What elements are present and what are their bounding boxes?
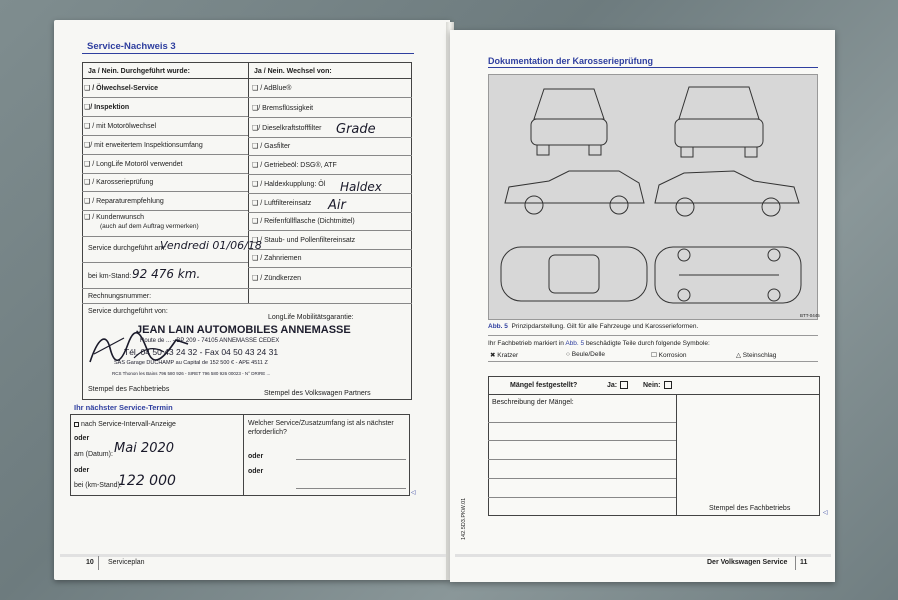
oder-1: oder: [74, 435, 90, 442]
kundenwunsch-sub: (auch auf dem Auftrag vermerken): [100, 223, 199, 230]
line: [296, 488, 406, 489]
figure-caption: Abb. 5 Prinzipdarstellung. Gilt für alle Fahrzeuge und Karosserieformen.: [488, 323, 699, 330]
next-date-handwriting: Mai 2020: [114, 441, 175, 456]
row-rule: [248, 193, 412, 194]
maengel-question: Mängel festgestellt?: [510, 382, 578, 389]
symbol-steinschlag: △ Steinschlag: [736, 352, 777, 359]
row-rule: [82, 236, 248, 237]
row-rule: [248, 249, 412, 250]
wechsel-row: ❑ / Staub- und Pollenfiltereinsatz: [252, 237, 356, 244]
beschreibung-label: Beschreibung der Mängel:: [492, 399, 574, 406]
row-rule: [82, 288, 412, 289]
row-rule: [248, 97, 412, 98]
stempel-vw: Stempel des Volkswagen Partners: [264, 390, 371, 397]
symbol-beule: ○ Beule/Delle: [566, 351, 605, 358]
stamp-line-3: Tél. 04 50 43 24 32 - Fax 04 50 43 24 31: [124, 347, 279, 357]
line: [296, 459, 406, 460]
next-anzeige: nach Service-Intervall-Anzeige: [74, 420, 176, 429]
signature: [84, 318, 194, 374]
row-rule: [82, 154, 248, 155]
symbol-kratzer: ✖ Kratzer: [490, 352, 519, 359]
row-rule: [82, 262, 248, 263]
wechsel-row: ❑ / Reifenfüllflasche (Dichtmittel): [252, 218, 355, 225]
row-rule: [82, 97, 248, 98]
km-label: bei km-Stand:: [88, 273, 132, 280]
bei-km-label: bei (km-Stand):: [74, 482, 122, 489]
air-handwriting: Air: [328, 198, 346, 213]
row-rule: [248, 267, 412, 268]
image-code: BTT-0445: [800, 313, 820, 318]
table-header-rule: [82, 78, 412, 79]
wechsel-row: ❑ / Zündkerzen: [252, 275, 302, 282]
service-row: ❑ / Reparaturempfehlung: [84, 198, 164, 205]
stamp-line-4: SAS Garage DUCHAMP au Capital de 152 500 € - APE 4511 Z: [114, 360, 268, 366]
stempel-fach-left: Stempel des Fachbetriebs: [88, 386, 170, 393]
right-page-number: 11: [800, 559, 808, 566]
row-rule: [82, 135, 248, 136]
col1-header: Ja / Nein. Durchgeführt wurde:: [88, 68, 190, 75]
oder-2: oder: [74, 467, 90, 474]
right-page-title: Dokumentation der Karosserieprüfung: [488, 56, 654, 66]
maengel-rule: [488, 394, 820, 395]
line: [488, 459, 676, 460]
left-title-rule: [82, 53, 414, 54]
left-page-title: Service-Nachweis 3: [87, 41, 176, 52]
left-page-number: 10: [86, 559, 94, 566]
maengel-table: [488, 376, 820, 516]
row-rule: [82, 303, 412, 304]
footer-sep: [98, 556, 99, 570]
arrow-icon: ◁: [411, 490, 416, 496]
oder-4: oder: [248, 468, 264, 475]
row-rule: [82, 173, 248, 174]
service-row: ❑/ mit erweitertem Inspektionsumfang: [84, 142, 203, 149]
left-footer-text: Serviceplan: [108, 559, 145, 566]
right-title-rule: [488, 67, 818, 68]
stamp-line-1: JEAN LAIN AUTOMOBILES ANNEMASSE: [136, 324, 351, 336]
symbol-korrosion: ☐ Korrosion: [651, 352, 687, 359]
marks-intro: Ihr Fachbetrieb markiert in Abb. 5 beschädigte Teile durch folgende Symbole:: [488, 340, 710, 347]
line: [488, 422, 676, 423]
service-von-label: Service durchgeführt von:: [88, 308, 168, 315]
diesel-handwriting: Grade: [336, 122, 376, 137]
service-date-handwriting: Vendredi 01/06/18: [160, 239, 262, 252]
service-row: ❑ / LongLife Motoröl verwendet: [84, 161, 183, 168]
welcher-label: Welcher Service/Zusatzumfang ist als nächster erforderlich?: [248, 420, 394, 436]
row-rule: [248, 174, 412, 175]
col2-header: Ja / Nein. Wechsel von:: [254, 68, 332, 75]
service-row: ❑ / mit Motorölwechsel: [84, 123, 157, 130]
service-row: ❑/ Inspektion: [84, 104, 130, 111]
nein-checkbox[interactable]: Nein:: [643, 381, 672, 390]
wechsel-row: ❑ / Getriebeöl: DSG®, ATF: [252, 162, 337, 169]
service-row: ❑ / Kundenwunsch: [84, 214, 144, 221]
row-rule: [248, 155, 412, 156]
wechsel-row: ❑/ Bremsflüssigkeit: [252, 105, 314, 112]
row-rule: [82, 116, 248, 117]
stamp-line-2: Route de ... - BP 209 - 74105 ANNEMASSE CEDEX: [140, 338, 280, 344]
haldex-handwriting: Haldex: [340, 180, 382, 194]
symbols-rule: [488, 361, 818, 362]
next-divider: [243, 414, 244, 496]
arrow-icon: ◁: [823, 510, 828, 516]
wechsel-row: ❑ / Haldexkupplung: Öl: [252, 181, 326, 188]
am-datum-label: am (Datum):: [74, 451, 113, 458]
line: [488, 478, 676, 479]
stempel-fach-right: Stempel des Fachbetriebs: [709, 505, 791, 512]
next-km-handwriting: 122 000: [118, 473, 176, 489]
rechnung-label: Rechnungsnummer:: [88, 293, 152, 300]
wechsel-row: ❑ / Zahnriemen: [252, 255, 302, 262]
row-rule: [248, 230, 412, 231]
side-code: 142.5D3.PKW.01: [461, 497, 467, 540]
service-row: ❑ / Ölwechsel-Service: [84, 85, 158, 92]
longlife-label: LongLife Mobilitätsgarantie:: [268, 314, 354, 321]
service-am-label: Service durchgeführt am:: [88, 245, 167, 252]
footer-rule: [60, 554, 446, 557]
caption-rule: [488, 335, 818, 336]
line: [488, 440, 676, 441]
row-rule: [82, 210, 248, 211]
km-handwriting: 92 476 km.: [132, 267, 201, 281]
wechsel-row: ❑/ Dieselkraftstofffilter: [252, 125, 322, 132]
oder-3: oder: [248, 453, 264, 460]
stamp-line-5: RCS Thonon les Bains 796 580 926 - SIRET 796 580 926 00023 - N° DRIRE ...: [112, 371, 271, 376]
line: [488, 497, 676, 498]
maengel-divider: [676, 394, 677, 516]
next-service-title: Ihr nächster Service-Termin: [74, 403, 173, 412]
row-rule: [248, 137, 412, 138]
row-rule: [82, 191, 248, 192]
ja-checkbox[interactable]: Ja:: [607, 381, 628, 390]
right-footer-text: Der Volkswagen Service: [707, 559, 788, 566]
wechsel-row: ❑ / AdBlue®: [252, 85, 292, 92]
car-diagram: [488, 74, 818, 320]
footer-rule: [455, 554, 831, 557]
footer-sep: [795, 556, 796, 570]
wechsel-row: ❑ / Gasfilter: [252, 143, 291, 150]
service-row: ❑ / Karosserieprüfung: [84, 179, 154, 186]
wechsel-row: ❑ / Luftfiltereinsatz: [252, 200, 312, 207]
row-rule: [248, 117, 412, 118]
